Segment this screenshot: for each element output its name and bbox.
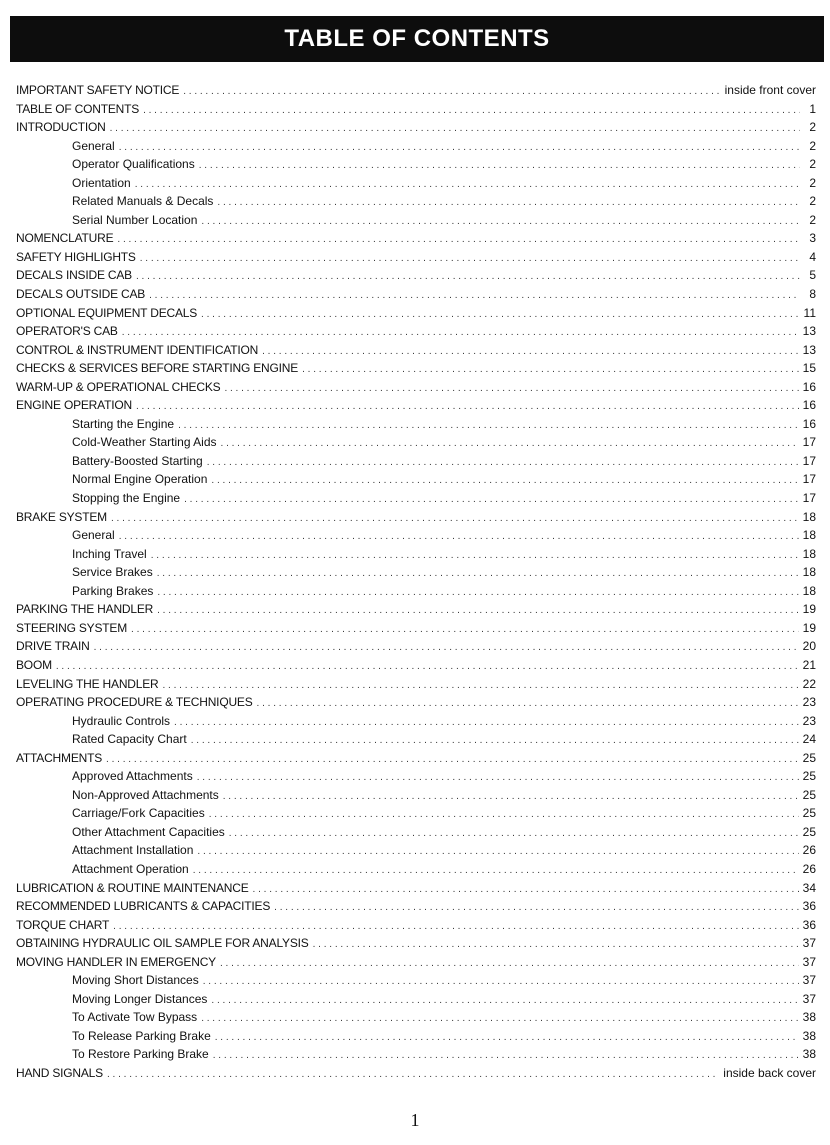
toc-entry-label: Hydraulic Controls: [72, 713, 171, 728]
toc-entry-page: 38: [802, 1047, 816, 1062]
dot-leader: [184, 491, 799, 510]
toc-entry-label: MOVING HANDLER IN EMERGENCY: [16, 954, 216, 969]
toc-entry: [16, 637, 816, 656]
page-title: TABLE OF CONTENTS: [284, 25, 550, 52]
toc-entry-page: 37: [802, 954, 816, 969]
toc-subentry: [16, 452, 816, 471]
toc-subentry: [16, 415, 816, 434]
toc-entry-page: 16: [802, 398, 816, 413]
toc-entry-page: 2: [809, 120, 816, 135]
toc-entry-label: IMPORTANT SAFETY NOTICE: [16, 83, 180, 97]
toc-entry: [16, 953, 816, 972]
dot-leader: [106, 751, 799, 770]
toc-subentry: [16, 211, 816, 230]
dot-leader: [223, 788, 799, 807]
toc-entry-page: 8: [809, 287, 816, 302]
dot-leader: [157, 584, 798, 603]
toc-subentry: [16, 174, 816, 193]
table-of-contents: [16, 81, 816, 1083]
toc-entry-label: General: [72, 138, 115, 153]
toc-entry-page: 15: [802, 361, 816, 376]
toc-entry-page: 16: [802, 416, 816, 431]
dot-leader: [197, 843, 798, 862]
dot-leader: [136, 268, 800, 287]
toc-entry-page: 2: [809, 175, 816, 190]
toc-entry-label: HAND SIGNALS: [16, 1065, 103, 1080]
dot-leader: [191, 732, 799, 751]
toc-entry-label: To Activate Tow Bypass: [72, 1010, 198, 1025]
toc-subentry: [16, 155, 816, 174]
dot-leader: [119, 139, 800, 158]
toc-entry-label: Rated Capacity Chart: [72, 732, 187, 747]
toc-entry-page: 11: [803, 305, 816, 320]
toc-entry-label: Serial Number Location: [72, 212, 198, 227]
dot-leader: [136, 398, 799, 417]
toc-entry-label: To Release Parking Brake: [72, 1028, 211, 1043]
toc-entry-label: DECALS INSIDE CAB: [16, 268, 132, 283]
dot-leader: [119, 528, 799, 547]
toc-entry-page: 17: [802, 491, 816, 506]
toc-subentry: [16, 433, 816, 452]
toc-entry-page: inside front cover: [724, 83, 816, 97]
toc-entry-label: OPTIONAL EQUIPMENT DECALS: [16, 305, 198, 320]
toc-entry-label: NOMENCLATURE: [16, 231, 114, 246]
toc-entry: [16, 396, 816, 415]
dot-leader: [213, 1047, 799, 1066]
toc-entry-page: 25: [802, 750, 816, 765]
dot-leader: [111, 510, 799, 529]
toc-subentry: [16, 192, 816, 211]
toc-entry-label: LEVELING THE HANDLER: [16, 676, 159, 691]
toc-entry-page: 18: [802, 528, 816, 543]
toc-entry-label: RECOMMENDED LUBRICANTS & CAPACITIES: [16, 899, 271, 914]
dot-leader: [197, 769, 799, 788]
toc-entry: [16, 619, 816, 638]
toc-subentry: [16, 712, 816, 731]
dot-leader: [207, 454, 799, 473]
toc-entry-page: 13: [802, 342, 816, 357]
toc-entry-label: CHECKS & SERVICES BEFORE STARTING ENGINE: [16, 361, 299, 376]
dot-leader: [274, 899, 798, 918]
toc-entry-label: Operator Qualifications: [72, 157, 195, 172]
toc-entry-label: ENGINE OPERATION: [16, 398, 132, 413]
toc-entry-label: Stopping the Engine: [72, 491, 181, 506]
toc-entry-page: 23: [802, 695, 816, 710]
toc-entry-label: TORQUE CHART: [16, 917, 110, 932]
dot-leader: [94, 639, 799, 658]
toc-entry: [16, 359, 816, 378]
toc-entry-label: Cold-Weather Starting Aids: [72, 435, 217, 450]
toc-entry-label: DECALS OUTSIDE CAB: [16, 287, 146, 302]
dot-leader: [257, 695, 799, 714]
toc-entry-label: DRIVE TRAIN: [16, 639, 90, 654]
dot-leader: [117, 231, 800, 250]
dot-leader: [203, 973, 799, 992]
toc-entry: [16, 749, 816, 768]
toc-entry-page: 1: [809, 101, 816, 116]
dot-leader: [229, 825, 799, 844]
toc-entry-page: 20: [802, 639, 816, 654]
toc-entry-label: ATTACHMENTS: [16, 750, 103, 765]
toc-entry-page: 26: [802, 843, 816, 858]
toc-entry: [16, 508, 816, 527]
toc-entry-page: 36: [802, 899, 816, 914]
toc-entry-page: 38: [802, 1010, 816, 1025]
toc-subentry: [16, 526, 816, 545]
dot-leader: [107, 1066, 719, 1085]
toc-subentry: [16, 990, 816, 1009]
toc-entry-label: BRAKE SYSTEM: [16, 509, 107, 524]
toc-entry: [16, 322, 816, 341]
toc-entry-label: OPERATING PROCEDURE & TECHNIQUES: [16, 695, 253, 710]
dot-leader: [183, 83, 720, 102]
toc-entry: [16, 304, 816, 323]
dot-leader: [209, 806, 799, 825]
toc-entry-page: 5: [809, 268, 816, 283]
dot-leader: [178, 417, 799, 436]
toc-entry-page: 22: [802, 676, 816, 691]
toc-entry-page: 16: [802, 379, 816, 394]
toc-entry-page: 3: [809, 231, 816, 246]
toc-entry-page: 2: [809, 194, 816, 209]
toc-entry-page: 24: [802, 732, 816, 747]
toc-entry-label: Battery-Boosted Starting: [72, 453, 203, 468]
toc-entry-label: Normal Engine Operation: [72, 472, 208, 487]
dot-leader: [199, 157, 800, 176]
dot-leader: [157, 602, 799, 621]
toc-entry-page: 4: [809, 249, 816, 264]
toc-entry-label: PARKING THE HANDLER: [16, 602, 154, 617]
toc-entry-label: Parking Brakes: [72, 583, 154, 598]
toc-entry-label: To Restore Parking Brake: [72, 1047, 209, 1062]
toc-entry-page: 18: [802, 565, 816, 580]
toc-entry-page: 26: [802, 861, 816, 876]
dot-leader: [174, 714, 799, 733]
toc-entry-page: inside back cover: [723, 1065, 816, 1080]
toc-entry-label: Attachment Operation: [72, 861, 189, 876]
toc-subentry: [16, 137, 816, 156]
toc-entry-page: 2: [809, 212, 816, 227]
toc-entry: [16, 285, 816, 304]
toc-entry: [16, 675, 816, 694]
toc-entry-page: 37: [802, 991, 816, 1006]
dot-leader: [253, 881, 799, 900]
dot-leader: [201, 306, 799, 325]
dot-leader: [215, 1029, 799, 1048]
toc-entry-page: 17: [802, 472, 816, 487]
toc-entry-label: Related Manuals & Decals: [72, 194, 214, 209]
dot-leader: [221, 435, 799, 454]
toc-entry-page: 23: [802, 713, 816, 728]
toc-entry-label: SAFETY HIGHLIGHTS: [16, 249, 136, 264]
toc-entry-page: 21: [802, 657, 816, 672]
toc-entry-page: 17: [802, 453, 816, 468]
dot-leader: [201, 213, 800, 232]
toc-entry-label: CONTROL & INSTRUMENT IDENTIFICATION: [16, 342, 259, 357]
toc-entry: [16, 378, 816, 397]
toc-entry-label: Service Brakes: [72, 565, 153, 580]
dot-leader: [151, 547, 799, 566]
toc-subentry: [16, 786, 816, 805]
toc-entry: [16, 600, 816, 619]
toc-entry-label: OPERATOR'S CAB: [16, 324, 118, 339]
toc-entry-page: 18: [802, 583, 816, 598]
toc-entry-page: 37: [802, 973, 816, 988]
dot-leader: [211, 992, 798, 1011]
toc-entry: [16, 879, 816, 898]
toc-entry-label: TABLE OF CONTENTS: [16, 101, 140, 116]
toc-subentry: [16, 804, 816, 823]
dot-leader: [157, 565, 799, 584]
toc-subentry: [16, 823, 816, 842]
toc-entry-label: WARM-UP & OPERATIONAL CHECKS: [16, 379, 221, 394]
toc-entry-page: 36: [802, 917, 816, 932]
dot-leader: [224, 380, 798, 399]
toc-entry: [16, 1064, 816, 1083]
toc-entry-page: 17: [802, 435, 816, 450]
toc-entry-page: 2: [809, 138, 816, 153]
toc-entry-label: Attachment Installation: [72, 843, 194, 858]
toc-entry-page: 18: [802, 546, 816, 561]
toc-entry: [16, 118, 816, 137]
dot-leader: [262, 343, 799, 362]
toc-entry: [16, 897, 816, 916]
toc-entry-page: 13: [802, 324, 816, 339]
toc-entry: [16, 341, 816, 360]
toc-entry-label: Other Attachment Capacities: [72, 824, 225, 839]
dot-leader: [163, 677, 799, 696]
toc-entry-label: Approved Attachments: [72, 769, 193, 784]
toc-entry-label: BOOM: [16, 657, 52, 672]
toc-subentry: [16, 1008, 816, 1027]
dot-leader: [140, 250, 800, 269]
dot-leader: [193, 862, 799, 881]
toc-entry: [16, 916, 816, 935]
toc-entry: [16, 81, 816, 100]
toc-entry-label: INTRODUCTION: [16, 120, 106, 135]
toc-entry-label: Inching Travel: [72, 546, 147, 561]
dot-leader: [302, 361, 799, 380]
dot-leader: [313, 936, 799, 955]
title-banner: [10, 16, 824, 62]
toc-subentry: [16, 489, 816, 508]
toc-entry-label: General: [72, 528, 115, 543]
toc-subentry: [16, 730, 816, 749]
toc-subentry: [16, 1027, 816, 1046]
toc-entry-label: Moving Longer Distances: [72, 991, 208, 1006]
toc-entry-label: Orientation: [72, 175, 131, 190]
toc-subentry: [16, 563, 816, 582]
toc-subentry: [16, 841, 816, 860]
toc-subentry: [16, 470, 816, 489]
toc-subentry: [16, 860, 816, 879]
dot-leader: [56, 658, 799, 677]
toc-subentry: [16, 1045, 816, 1064]
toc-entry-page: 38: [802, 1028, 816, 1043]
toc-subentry: [16, 582, 816, 601]
toc-entry-label: STEERING SYSTEM: [16, 620, 128, 635]
dot-leader: [131, 621, 799, 640]
dot-leader: [135, 176, 800, 195]
toc-entry-page: 25: [802, 769, 816, 784]
dot-leader: [110, 120, 800, 139]
toc-subentry: [16, 545, 816, 564]
toc-entry: [16, 934, 816, 953]
toc-entry-page: 25: [802, 787, 816, 802]
toc-entry-page: 25: [802, 806, 816, 821]
dot-leader: [217, 194, 800, 213]
toc-entry: [16, 656, 816, 675]
dot-leader: [201, 1010, 798, 1029]
toc-entry-label: Non-Approved Attachments: [72, 787, 219, 802]
dot-leader: [149, 287, 800, 306]
dot-leader: [143, 102, 800, 121]
toc-entry-page: 18: [802, 509, 816, 524]
toc-entry-label: Starting the Engine: [72, 416, 175, 431]
toc-entry-label: Moving Short Distances: [72, 973, 199, 988]
dot-leader: [220, 955, 799, 974]
toc-entry-page: 25: [802, 824, 816, 839]
toc-entry-page: 19: [802, 620, 816, 635]
toc-entry-label: Carriage/Fork Capacities: [72, 806, 205, 821]
toc-entry: [16, 229, 816, 248]
toc-entry-page: 19: [802, 602, 816, 617]
toc-entry: [16, 693, 816, 712]
toc-entry: [16, 248, 816, 267]
toc-entry-page: 37: [802, 936, 816, 951]
dot-leader: [211, 472, 798, 491]
toc-entry-label: LUBRICATION & ROUTINE MAINTENANCE: [16, 880, 249, 895]
toc-entry-label: OBTAINING HYDRAULIC OIL SAMPLE FOR ANALYSIS: [16, 936, 309, 951]
toc-subentry: [16, 767, 816, 786]
toc-entry-page: 34: [802, 880, 816, 895]
toc-entry: [16, 266, 816, 285]
toc-entry-page: 2: [809, 157, 816, 172]
toc-subentry: [16, 971, 816, 990]
toc-entry: [16, 100, 816, 119]
page-number: 1: [410, 1110, 420, 1130]
